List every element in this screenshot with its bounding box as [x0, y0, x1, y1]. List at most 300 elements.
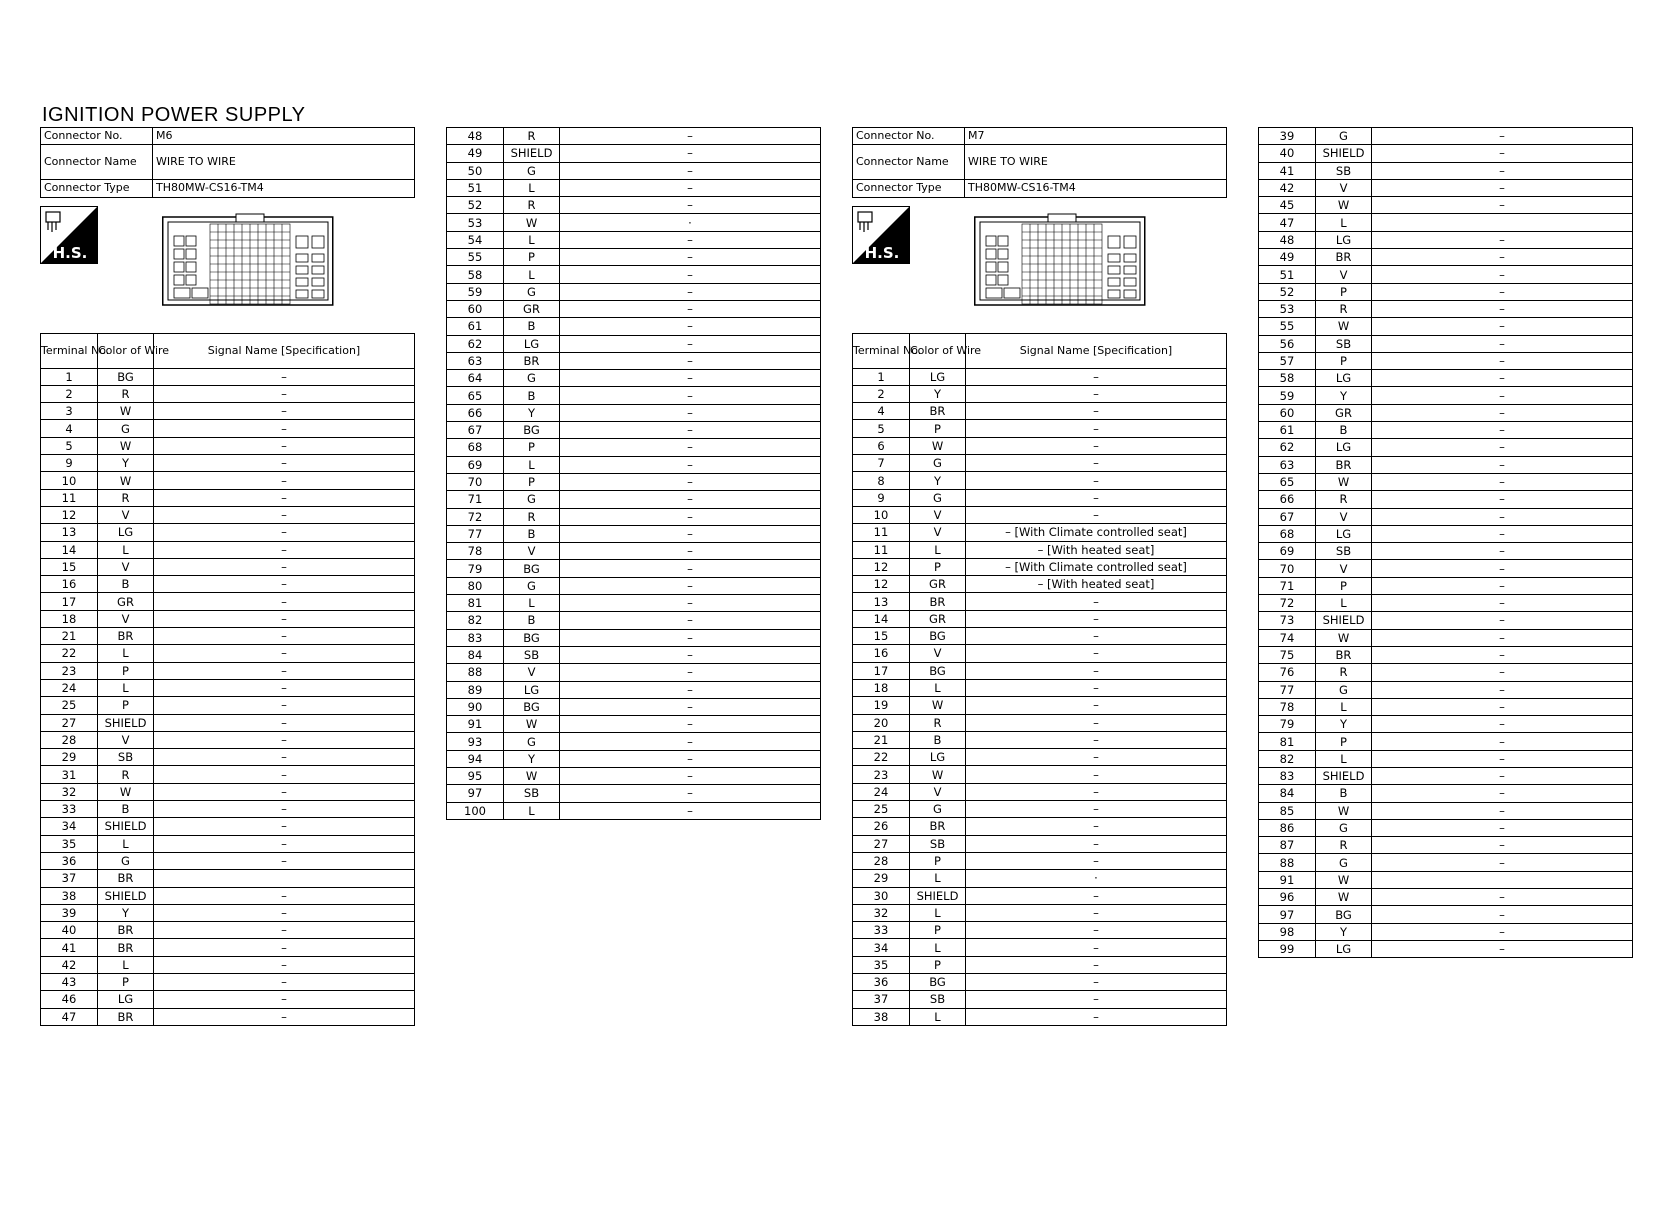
- table-row: [447, 266, 821, 283]
- terminal-no-cell: 82: [1259, 750, 1316, 767]
- connector-m7-continued: [1258, 127, 1633, 958]
- signal-name-cell: –: [560, 681, 821, 698]
- terminal-no-cell: 11: [41, 489, 98, 506]
- table-row: [447, 370, 821, 387]
- terminal-no-cell: 84: [447, 646, 504, 663]
- table-row: [853, 576, 1227, 593]
- wire-color-cell: LG: [1316, 940, 1372, 957]
- terminal-no-cell: 38: [853, 1008, 910, 1025]
- table-row: [853, 852, 1227, 869]
- wire-color-cell: Y: [1316, 716, 1372, 733]
- signal-name-cell: –: [966, 731, 1227, 748]
- terminal-no-cell: 69: [447, 456, 504, 473]
- signal-name-cell: –: [1372, 629, 1633, 646]
- terminal-no-cell: 45: [1259, 197, 1316, 214]
- table-row: [1259, 646, 1633, 663]
- wire-color-cell: Y: [910, 385, 966, 402]
- terminal-no-cell: 18: [853, 679, 910, 696]
- wire-color-cell: R: [1316, 300, 1372, 317]
- table-row: [853, 385, 1227, 402]
- signal-name-cell: –: [560, 595, 821, 612]
- signal-name-cell: –: [966, 887, 1227, 904]
- terminal-no-cell: 2: [853, 385, 910, 402]
- table-row: [447, 456, 821, 473]
- wire-color-cell: W: [98, 783, 154, 800]
- signal-name-cell: –: [560, 404, 821, 421]
- table-row: [447, 387, 821, 404]
- signal-name-cell: –: [1372, 197, 1633, 214]
- table-row: [41, 368, 415, 385]
- connector-m7-info: [852, 127, 1227, 198]
- signal-name-cell: –: [154, 1008, 415, 1025]
- signal-name-cell: –: [154, 610, 415, 627]
- table-row: [447, 664, 821, 681]
- signal-name-cell: –: [1372, 404, 1633, 421]
- terminal-no-cell: 75: [1259, 646, 1316, 663]
- wire-color-cell: SB: [1316, 162, 1372, 179]
- wire-color-cell: W: [98, 403, 154, 420]
- wire-color-cell: V: [1316, 560, 1372, 577]
- terminal-no-cell: 66: [447, 404, 504, 421]
- signal-name-cell: –: [154, 541, 415, 558]
- signal-name-cell: –: [560, 733, 821, 750]
- signal-name-cell: –: [154, 904, 415, 921]
- signal-name-cell: –: [966, 922, 1227, 939]
- wire-color-cell: BG: [1316, 906, 1372, 923]
- wire-color-cell: SB: [98, 749, 154, 766]
- terminal-no-cell: 12: [853, 558, 910, 575]
- signal-name-cell: –: [560, 698, 821, 715]
- wire-color-cell: W: [504, 214, 560, 231]
- wire-color-cell: L: [504, 231, 560, 248]
- connector-name-value: WIRE TO WIRE: [153, 145, 415, 180]
- terminal-no-cell: 100: [447, 802, 504, 819]
- signal-name-cell: –: [560, 750, 821, 767]
- terminal-no-cell: 10: [41, 472, 98, 489]
- signal-name-cell: –: [560, 249, 821, 266]
- terminal-no-cell: 20: [853, 714, 910, 731]
- terminal-no-cell: 30: [853, 887, 910, 904]
- terminal-no-cell: 34: [853, 939, 910, 956]
- terminal-no-cell: 29: [853, 870, 910, 887]
- terminal-no-cell: 36: [41, 852, 98, 869]
- signal-name-cell: –: [154, 749, 415, 766]
- terminal-no-cell: 84: [1259, 785, 1316, 802]
- terminal-no-cell: 24: [853, 783, 910, 800]
- terminal-table-m6-a: [40, 333, 415, 1026]
- terminal-no-cell: 13: [41, 524, 98, 541]
- signal-name-cell: –: [1372, 543, 1633, 560]
- terminal-no-cell: 49: [1259, 249, 1316, 266]
- signal-name-cell: –: [154, 887, 415, 904]
- wire-color-cell: P: [1316, 352, 1372, 369]
- table-row: [447, 249, 821, 266]
- signal-name-cell: –: [1372, 906, 1633, 923]
- hs-badge-icon: [852, 206, 910, 264]
- table-row: [41, 593, 415, 610]
- signal-name-cell: –: [560, 370, 821, 387]
- wire-color-cell: L: [504, 266, 560, 283]
- table-row: [41, 455, 415, 472]
- signal-name-cell: [1372, 871, 1633, 888]
- terminal-no-cell: 82: [447, 612, 504, 629]
- signal-name-cell: –: [154, 576, 415, 593]
- terminal-no-cell: 57: [1259, 352, 1316, 369]
- wire-color-cell: L: [1316, 214, 1372, 231]
- wire-color-cell: W: [98, 437, 154, 454]
- wire-color-cell: P: [504, 473, 560, 490]
- signal-name-cell: [1372, 214, 1633, 231]
- signal-name-cell: –: [154, 697, 415, 714]
- wire-color-cell: B: [504, 318, 560, 335]
- table-row: [41, 610, 415, 627]
- table-row: [1259, 197, 1633, 214]
- signal-name-cell: [154, 870, 415, 887]
- table-row: [41, 506, 415, 523]
- signal-name-cell: –: [560, 456, 821, 473]
- signal-name-cell: –: [1372, 837, 1633, 854]
- terminal-no-cell: 71: [447, 491, 504, 508]
- wire-color-cell: V: [504, 543, 560, 560]
- terminal-no-cell: 12: [853, 576, 910, 593]
- wire-color-cell: BR: [1316, 456, 1372, 473]
- terminal-no-cell: 5: [853, 420, 910, 437]
- terminal-no-cell: 58: [1259, 370, 1316, 387]
- hs-badge-text: H.S.: [864, 243, 900, 262]
- table-row: [1259, 923, 1633, 940]
- connector-name-label: Connector Name: [853, 145, 965, 180]
- table-row: [447, 300, 821, 317]
- wire-color-cell: W: [98, 472, 154, 489]
- terminal-no-cell: 79: [1259, 716, 1316, 733]
- wire-color-cell: W: [910, 697, 966, 714]
- wire-color-cell: R: [504, 197, 560, 214]
- signal-name-cell: –: [154, 991, 415, 1008]
- terminal-no-cell: 32: [853, 904, 910, 921]
- table-row: [853, 662, 1227, 679]
- signal-name-cell: –: [560, 387, 821, 404]
- table-row: [1259, 266, 1633, 283]
- terminal-no-header: Terminal No.: [41, 333, 98, 368]
- terminal-no-cell: 23: [853, 766, 910, 783]
- table-row: [447, 197, 821, 214]
- terminal-no-cell: 1: [41, 368, 98, 385]
- terminal-no-cell: 17: [41, 593, 98, 610]
- signal-name-cell: –: [1372, 300, 1633, 317]
- terminal-no-cell: 80: [447, 577, 504, 594]
- terminal-no-cell: 9: [853, 489, 910, 506]
- wire-color-cell: L: [504, 456, 560, 473]
- signal-name-cell: –: [560, 716, 821, 733]
- signal-name-cell: –: [560, 179, 821, 196]
- signal-name-cell: –: [560, 629, 821, 646]
- wire-color-cell: G: [1316, 854, 1372, 871]
- table-row: [447, 508, 821, 525]
- signal-name-cell: –: [1372, 681, 1633, 698]
- table-row: [447, 404, 821, 421]
- wire-color-cell: W: [910, 437, 966, 454]
- terminal-no-cell: 97: [447, 785, 504, 802]
- wire-color-cell: V: [98, 558, 154, 575]
- table-row: [447, 352, 821, 369]
- table-row: [41, 783, 415, 800]
- terminal-no-cell: 78: [447, 543, 504, 560]
- signal-name-cell: –: [1372, 370, 1633, 387]
- terminal-no-cell: 91: [447, 716, 504, 733]
- table-row: [447, 473, 821, 490]
- wire-color-cell: L: [1316, 698, 1372, 715]
- terminal-no-cell: 73: [1259, 612, 1316, 629]
- signal-name-cell: –: [1372, 854, 1633, 871]
- table-row: [853, 420, 1227, 437]
- terminal-no-cell: 21: [41, 628, 98, 645]
- signal-name-cell: –: [1372, 889, 1633, 906]
- table-row: [853, 766, 1227, 783]
- signal-name-cell: –: [1372, 422, 1633, 439]
- connector-face-icon: [162, 214, 334, 312]
- signal-name-cell: –: [1372, 145, 1633, 162]
- terminal-no-cell: 33: [853, 922, 910, 939]
- wire-color-cell: P: [504, 249, 560, 266]
- terminal-no-cell: 61: [447, 318, 504, 335]
- terminal-no-cell: 72: [1259, 595, 1316, 612]
- signal-name-cell: –: [966, 403, 1227, 420]
- table-row: [447, 439, 821, 456]
- wire-color-cell: V: [1316, 179, 1372, 196]
- signal-name-cell: –: [1372, 179, 1633, 196]
- signal-name-cell: –: [154, 783, 415, 800]
- terminal-no-cell: 24: [41, 679, 98, 696]
- terminal-no-cell: 33: [41, 801, 98, 818]
- signal-name-cell: –: [966, 368, 1227, 385]
- terminal-no-cell: 55: [447, 249, 504, 266]
- terminal-no-cell: 78: [1259, 698, 1316, 715]
- wire-color-cell: P: [98, 973, 154, 990]
- connector-type-label: Connector Type: [41, 180, 153, 197]
- signal-name-cell: –: [560, 335, 821, 352]
- signal-name-cell: –: [1372, 595, 1633, 612]
- signal-name-cell: –: [1372, 283, 1633, 300]
- terminal-no-cell: 67: [447, 422, 504, 439]
- table-row: [1259, 456, 1633, 473]
- table-row: [1259, 612, 1633, 629]
- wire-color-cell: V: [504, 664, 560, 681]
- signal-name-cell: –: [560, 802, 821, 819]
- wire-color-cell: P: [1316, 283, 1372, 300]
- signal-name-cell: –: [966, 1008, 1227, 1025]
- table-row: [447, 698, 821, 715]
- connector-name-label: Connector Name: [41, 145, 153, 180]
- signal-name-cell: –: [154, 558, 415, 575]
- terminal-no-cell: 35: [41, 835, 98, 852]
- signal-name-cell: –: [966, 679, 1227, 696]
- wire-color-cell: BR: [910, 593, 966, 610]
- signal-name-cell: –: [154, 679, 415, 696]
- table-row: [1259, 940, 1633, 957]
- signal-name-cell: –: [154, 801, 415, 818]
- terminal-no-cell: 4: [853, 403, 910, 420]
- table-row: [853, 679, 1227, 696]
- terminal-no-cell: 14: [853, 610, 910, 627]
- table-row: [1259, 214, 1633, 231]
- signal-name-cell: –: [1372, 128, 1633, 145]
- signal-name-cell: –: [560, 577, 821, 594]
- terminal-no-cell: 11: [853, 541, 910, 558]
- signal-name-cell: –: [154, 731, 415, 748]
- connector-m7-panel: [852, 127, 1227, 1026]
- table-row: [41, 662, 415, 679]
- wire-color-cell: BG: [98, 368, 154, 385]
- terminal-no-cell: 42: [41, 956, 98, 973]
- table-row: [447, 785, 821, 802]
- wire-color-cell: BR: [910, 818, 966, 835]
- wire-color-cell: W: [1316, 889, 1372, 906]
- terminal-no-cell: 28: [41, 731, 98, 748]
- wire-color-cell: BR: [910, 403, 966, 420]
- terminal-no-cell: 25: [853, 801, 910, 818]
- signal-name-cell: –: [966, 628, 1227, 645]
- table-row: [1259, 439, 1633, 456]
- terminal-no-cell: 97: [1259, 906, 1316, 923]
- connector-diagram: [40, 198, 415, 333]
- terminal-no-cell: 22: [853, 749, 910, 766]
- terminal-no-cell: 76: [1259, 664, 1316, 681]
- terminal-no-cell: 17: [853, 662, 910, 679]
- wire-color-cell: R: [1316, 664, 1372, 681]
- table-row: [447, 231, 821, 248]
- terminal-no-cell: 51: [447, 179, 504, 196]
- wire-color-cell: BG: [504, 698, 560, 715]
- table-row: [41, 922, 415, 939]
- terminal-no-cell: 89: [447, 681, 504, 698]
- wire-color-cell: R: [504, 508, 560, 525]
- wire-color-cell: G: [1316, 819, 1372, 836]
- wire-color-cell: R: [98, 766, 154, 783]
- table-row: [1259, 543, 1633, 560]
- signal-name-cell: –: [1372, 664, 1633, 681]
- table-row: [1259, 128, 1633, 145]
- connector-no-label: Connector No.: [41, 128, 153, 145]
- table-row: [41, 679, 415, 696]
- table-row: [853, 939, 1227, 956]
- terminal-no-cell: 51: [1259, 266, 1316, 283]
- wire-color-cell: SB: [910, 835, 966, 852]
- terminal-no-cell: 88: [1259, 854, 1316, 871]
- signal-name-cell: –: [560, 439, 821, 456]
- wire-color-cell: BG: [910, 973, 966, 990]
- terminal-no-cell: 58: [447, 266, 504, 283]
- table-row: [1259, 283, 1633, 300]
- terminal-no-cell: 70: [1259, 560, 1316, 577]
- signal-name-cell: –: [1372, 923, 1633, 940]
- signal-name-cell: –: [1372, 266, 1633, 283]
- signal-name-cell: –: [966, 852, 1227, 869]
- table-row: [447, 681, 821, 698]
- table-row: [447, 767, 821, 784]
- terminal-no-cell: 16: [41, 576, 98, 593]
- wire-color-cell: G: [504, 491, 560, 508]
- wire-color-cell: W: [1316, 871, 1372, 888]
- terminal-no-cell: 54: [447, 231, 504, 248]
- signal-name-cell: –: [154, 766, 415, 783]
- signal-name-cell: –: [1372, 473, 1633, 490]
- wire-color-cell: BR: [98, 870, 154, 887]
- signal-name-cell: –: [1372, 560, 1633, 577]
- table-row: [1259, 387, 1633, 404]
- signal-name-cell: –: [154, 852, 415, 869]
- signal-name-cell: –: [966, 455, 1227, 472]
- terminal-no-cell: 81: [447, 595, 504, 612]
- signal-name-cell: –: [966, 506, 1227, 523]
- table-row: [41, 956, 415, 973]
- connector-m6-continued: [446, 127, 821, 820]
- signal-name-cell: –: [1372, 387, 1633, 404]
- signal-name-cell: –: [154, 628, 415, 645]
- terminal-no-cell: 62: [1259, 439, 1316, 456]
- terminal-no-cell: 48: [1259, 231, 1316, 248]
- table-row: [41, 628, 415, 645]
- wire-color-cell: LG: [98, 991, 154, 1008]
- table-row: [853, 904, 1227, 921]
- table-row: [447, 283, 821, 300]
- table-row: [1259, 819, 1633, 836]
- wire-color-cell: LG: [1316, 370, 1372, 387]
- table-row: [1259, 525, 1633, 542]
- wire-color-cell: BR: [98, 628, 154, 645]
- terminal-no-cell: 74: [1259, 629, 1316, 646]
- wire-color-cell: W: [1316, 318, 1372, 335]
- table-row: [447, 525, 821, 542]
- wire-color-cell: SB: [910, 991, 966, 1008]
- terminal-no-cell: 67: [1259, 508, 1316, 525]
- table-row: [853, 887, 1227, 904]
- signal-name-cell: –: [966, 749, 1227, 766]
- connector-type-value: TH80MW-CS16-TM4: [965, 180, 1227, 197]
- color-of-wire-header: Color of Wire: [98, 333, 154, 368]
- signal-name-cell: –: [966, 956, 1227, 973]
- terminal-table-m7-b: [1258, 127, 1633, 958]
- terminal-no-cell: 55: [1259, 318, 1316, 335]
- signal-name-cell: – [With Climate controlled seat]: [966, 524, 1227, 541]
- signal-name-cell: –: [966, 472, 1227, 489]
- wire-color-cell: LG: [910, 749, 966, 766]
- table-row: [447, 646, 821, 663]
- table-row: [1259, 698, 1633, 715]
- signal-name-cell: –: [1372, 750, 1633, 767]
- terminal-no-cell: 98: [1259, 923, 1316, 940]
- terminal-no-cell: 14: [41, 541, 98, 558]
- wire-color-cell: B: [504, 525, 560, 542]
- wire-color-cell: R: [98, 385, 154, 402]
- table-row: [1259, 249, 1633, 266]
- signal-name-cell: –: [1372, 508, 1633, 525]
- table-row: [853, 368, 1227, 385]
- table-row: [447, 716, 821, 733]
- signal-name-cell: –: [560, 231, 821, 248]
- table-row: [41, 852, 415, 869]
- connector-type-label: Connector Type: [853, 180, 965, 197]
- table-row: [853, 749, 1227, 766]
- table-row: [447, 802, 821, 819]
- terminal-no-cell: 50: [447, 162, 504, 179]
- table-row: [41, 870, 415, 887]
- terminal-no-cell: 77: [447, 525, 504, 542]
- table-row: [853, 731, 1227, 748]
- wire-color-cell: LG: [1316, 525, 1372, 542]
- wire-color-cell: BR: [98, 1008, 154, 1025]
- wire-color-cell: R: [1316, 491, 1372, 508]
- signal-name-cell: –: [966, 420, 1227, 437]
